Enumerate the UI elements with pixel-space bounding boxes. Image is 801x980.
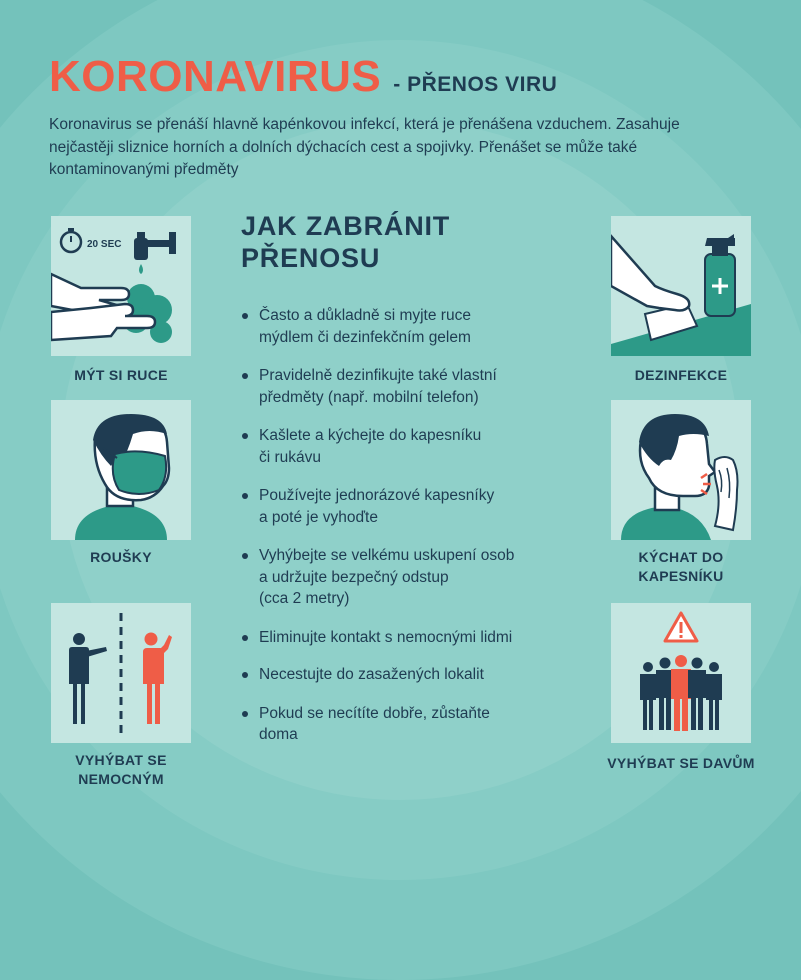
avoid-sick-caption: VYHÝBAT SE NEMOCNÝM [75,752,167,787]
timer-label: 20 SEC [87,239,122,250]
list-item: Používejte jednorázové kapesníky a poté je vyhoďte [240,485,570,528]
list-item: Eliminujte kontakt s nemocnými lidmi [240,627,570,649]
page-subtitle: - PŘENOS VIRU [393,73,558,96]
crowd-person-icon [688,658,706,731]
avoid-crowds-caption: VYHÝBAT SE DAVŮM [607,755,755,771]
avoid-crowds-panel [611,603,751,743]
disinfect-illustration [611,216,751,356]
wash-hands-illustration [51,216,191,356]
list-item: Často a důkladně si myjte ruce mýdlem či dezinfekčním gelem [240,305,570,348]
wash-hands-panel [51,216,191,356]
tissue-icon [714,457,737,530]
spray-bottle-icon [705,234,735,316]
sneeze-caption: KÝCHAT DO KAPESNÍKU [638,549,724,584]
page-title: KORONAVIRUS [49,52,382,101]
list-item: Vyhýbejte se velkému uskupení osob a udržujte bezpečný odstup (cca 2 metry) [240,545,570,610]
crowd-person-icon [706,662,722,730]
healthy-person-icon [69,633,107,724]
mask-illustration [51,400,191,540]
disinfect-caption: DEZINFEKCE [634,367,728,383]
list-item: Pravidelně dezinfikujte také vlastní předměty (např. mobilní telefon) [240,365,570,408]
tips-list [240,305,570,746]
intro-text: Koronavirus se přenáší hlavně kapénkovou infekcí, která je přenášena vzduchem. Zasahuje nejčastěji sliznice horních a dolních dýchacích cest a spojivky. Přenášet se může také kontaminovanými předměty [49,116,680,178]
sneeze-illustration [611,400,751,540]
faucet-icon [134,232,176,274]
sneeze-panel [611,400,751,540]
mask-icon [113,451,166,494]
shoulders-shape [75,504,167,540]
section-heading: JAK ZABRÁNIT PŘENOSU [241,211,451,273]
avoid-sick-panel [51,603,191,743]
masks-panel [51,400,191,540]
disinfect-panel [611,216,751,356]
sick-person-icon [142,633,172,725]
warning-icon [665,613,697,641]
list-item: Kašlete a kýchejte do kapesníku či rukávu [240,425,570,468]
stopwatch-icon [61,228,81,252]
avoid-sick-illustration [51,603,191,743]
wash-hands-caption: MÝT SI RUCE [74,367,168,383]
masks-caption: ROUŠKY [90,549,152,565]
avoid-crowds-illustration [611,603,751,743]
crowd-person-icon [640,662,656,730]
list-item: Necestujte do zasažených lokalit [240,664,570,686]
hand-icon [611,236,689,311]
list-item: Pokud se necítíte dobře, zůstaňte doma [240,703,570,746]
title-block [49,52,557,102]
